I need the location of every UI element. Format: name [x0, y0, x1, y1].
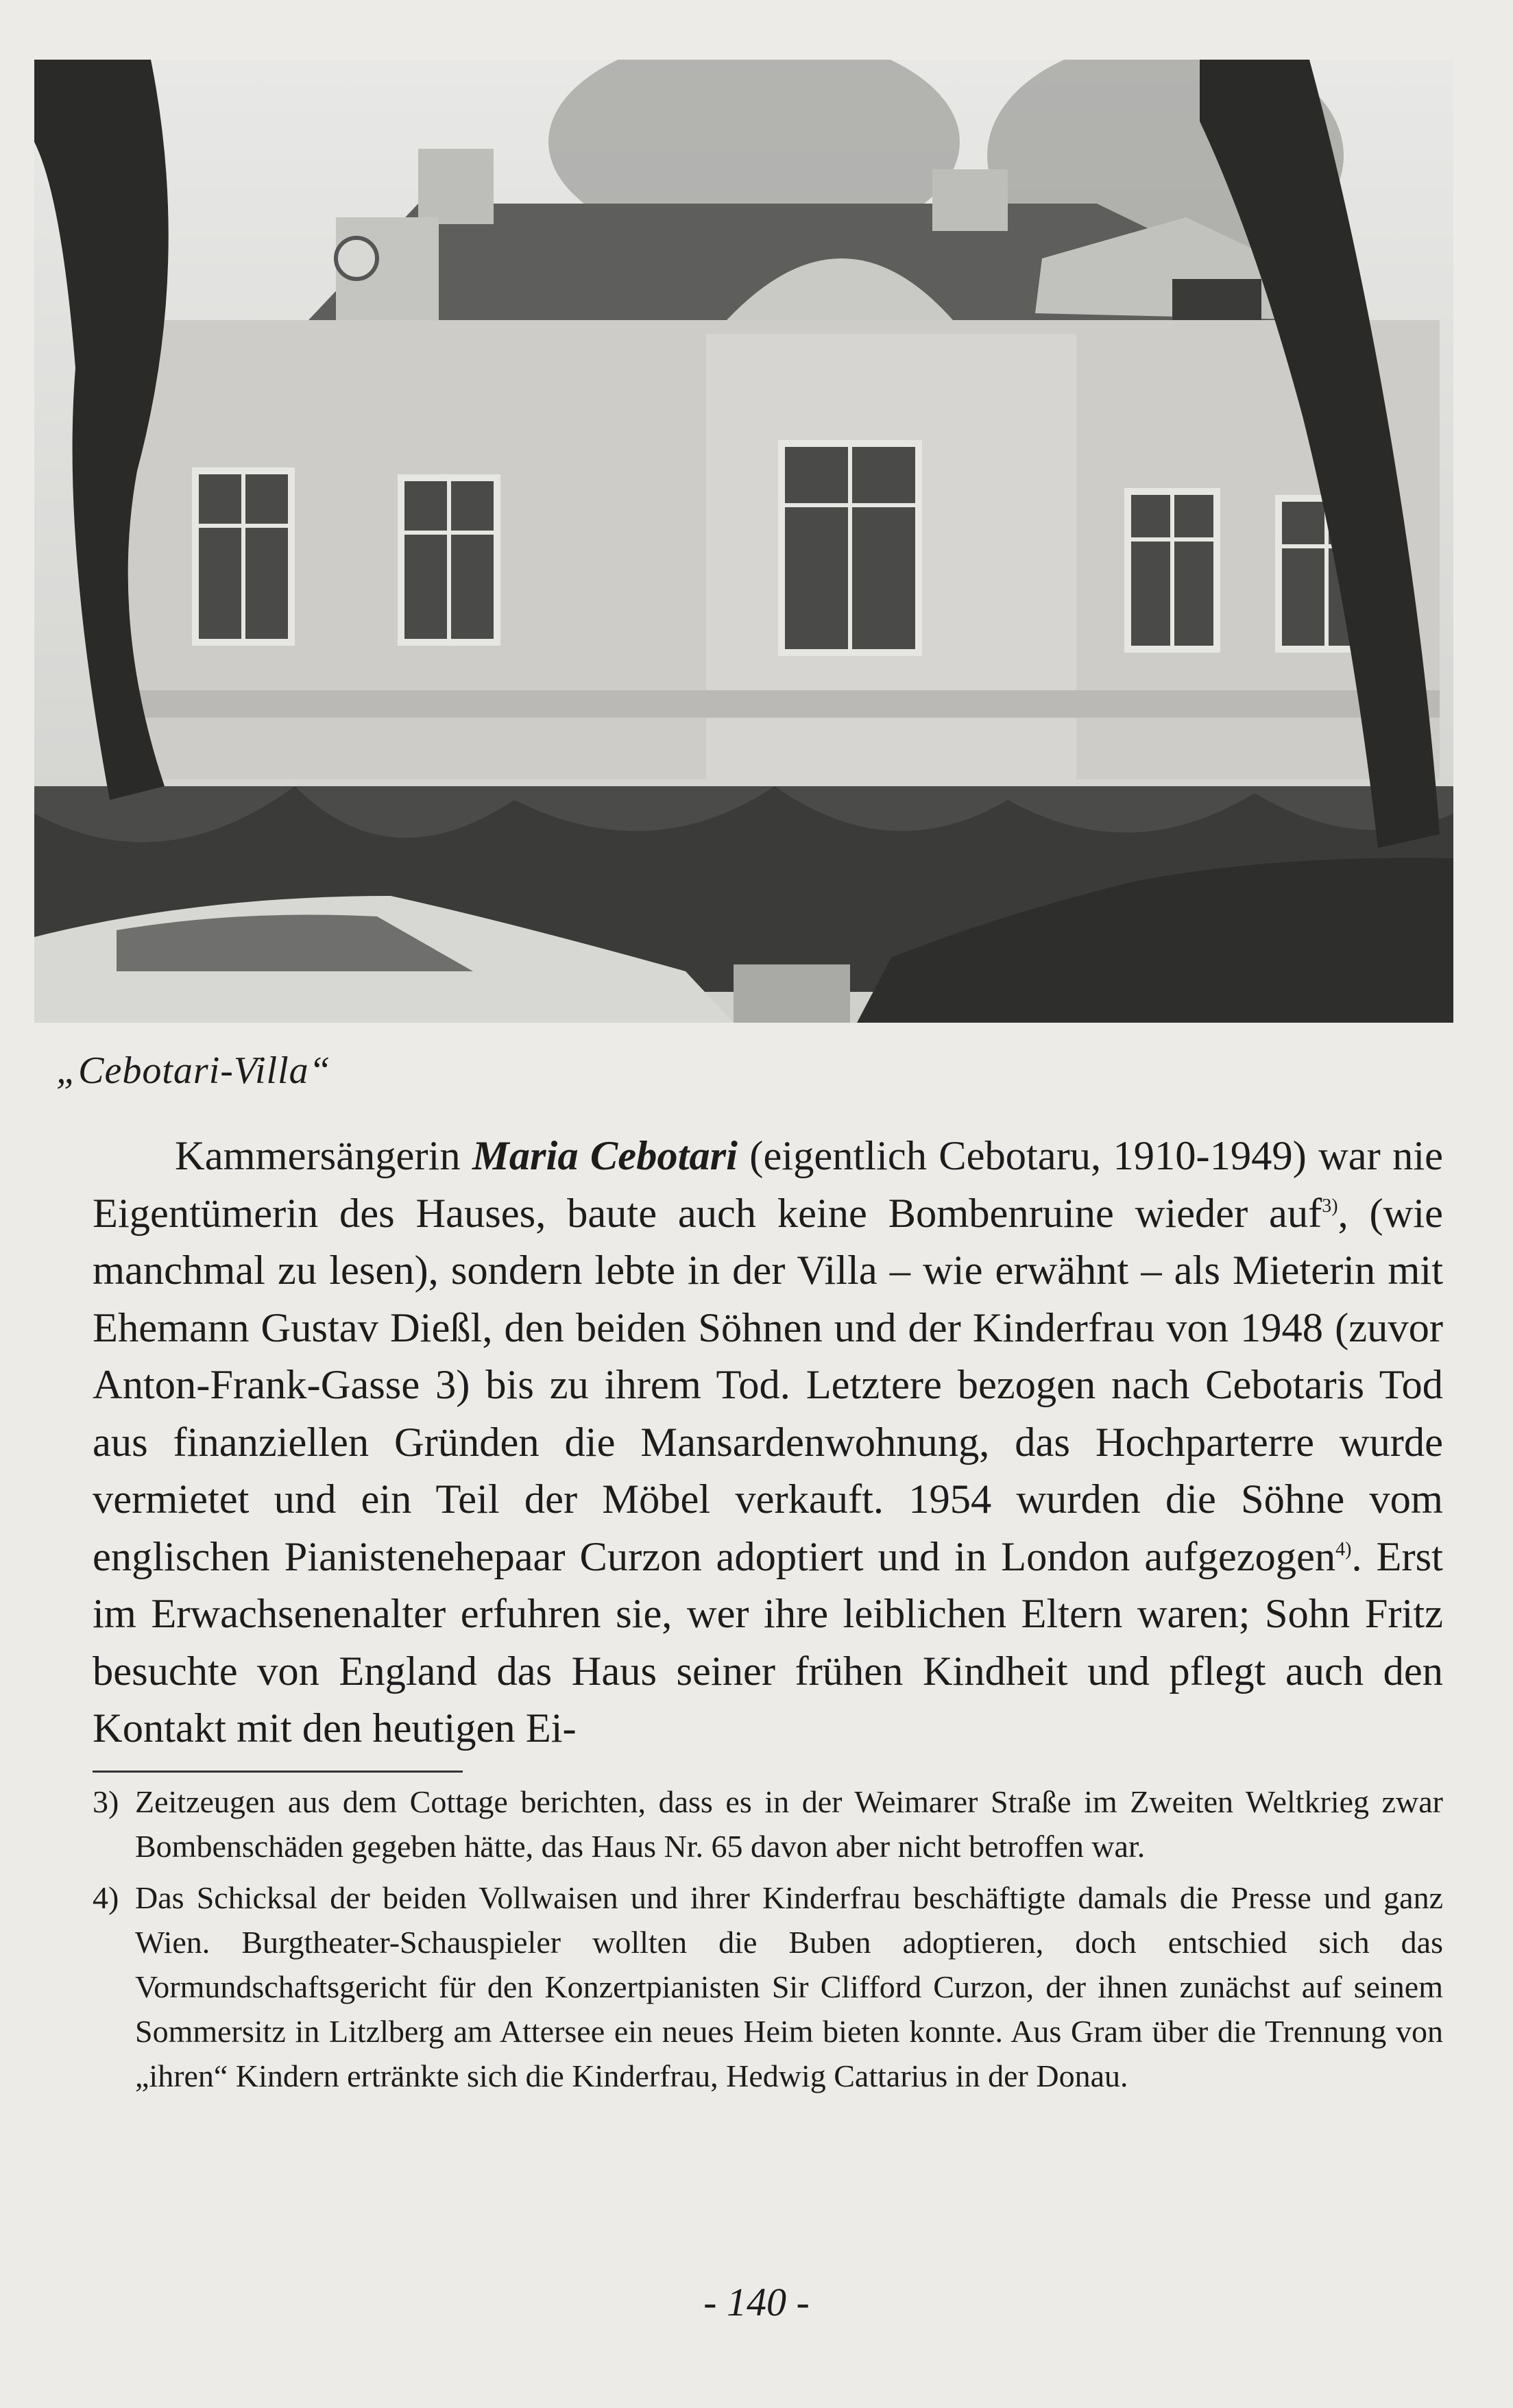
footnote-divider	[93, 1771, 463, 1773]
footnote-number: 3)	[93, 1784, 119, 1819]
footnote-4	[93, 1875, 1443, 2098]
body-paragraph	[93, 1128, 1443, 1758]
text-segment: . Erst im Erwachsenenalter erfuhren sie, wer ihre leiblichen Eltern waren; Sohn Fritz besuchte von England das Haus seiner frühen Kindheit und pflegt auch den Kontakt mit den heutigen Ei-	[93, 1533, 1443, 1751]
footnote-number: 4)	[93, 1880, 119, 1915]
footnote-ref-3: 3)	[1322, 1195, 1338, 1217]
person-name-bold: Maria Cebotari	[472, 1133, 738, 1179]
body-text	[93, 1128, 1443, 1758]
footnote-3	[93, 1779, 1443, 1869]
villa-photograph	[34, 60, 1453, 1023]
footnotes	[93, 1779, 1443, 2105]
text-segment: , (wie manchmal zu lesen), sondern lebte in der Villa – wie erwähnt – als Mieterin mit Ehemann Gustav Dießl, den beiden Söhnen und der Kinderfrau von 1948 (zuvor Anton-Frank-Gasse 3) bis zu ihrem Tod. Letztere bezogen nach Cebotaris Tod aus finanziellen Gründen die Mansardenwohnung, das Hochparterre wurde vermietet und ein Teil der Möbel verkauft. 1954 wurden die Söhne vom englischen Pianistenehepaar Curzon adoptiert und in London aufgezogen	[93, 1190, 1443, 1580]
footnote-text: Das Schicksal der beiden Vollwaisen und ihrer Kinderfrau beschäftigte damals die Presse und ganz Wien. Burgtheater-Schauspieler wollten die Buben adoptieren, doch entschied sich das Vormundschaftsgericht für den Konzertpianisten Sir Clifford Curzon, der ihnen zunächst auf seinem Sommersitz in Litzlberg am Attersee ein neues Heim bieten konnte. Aus Gram über die Trennung von „ihren“ Kindern ertränkte sich die Kinderfrau, Hedwig Cattarius in der Donau.	[135, 1880, 1443, 2093]
photo-caption: „Cebotari-Villa“	[56, 1049, 331, 1092]
text-segment: Kammersängerin	[175, 1133, 472, 1179]
footnote-ref-4: 4)	[1335, 1538, 1352, 1560]
text-segment: (eigentlich Cebotaru, 1910-1949) war nie Eigentümerin des Hauses, baute auch keine Bombenruine wieder auf	[93, 1133, 1443, 1237]
page-number: - 140 -	[703, 2280, 810, 2324]
footnote-text: Zeitzeugen aus dem Cottage berichten, dass es in der Weimarer Straße im Zweiten Weltkrieg zwar Bombenschäden gegeben hätte, das Haus Nr. 65 davon aber nicht betroffen war.	[135, 1784, 1443, 1864]
